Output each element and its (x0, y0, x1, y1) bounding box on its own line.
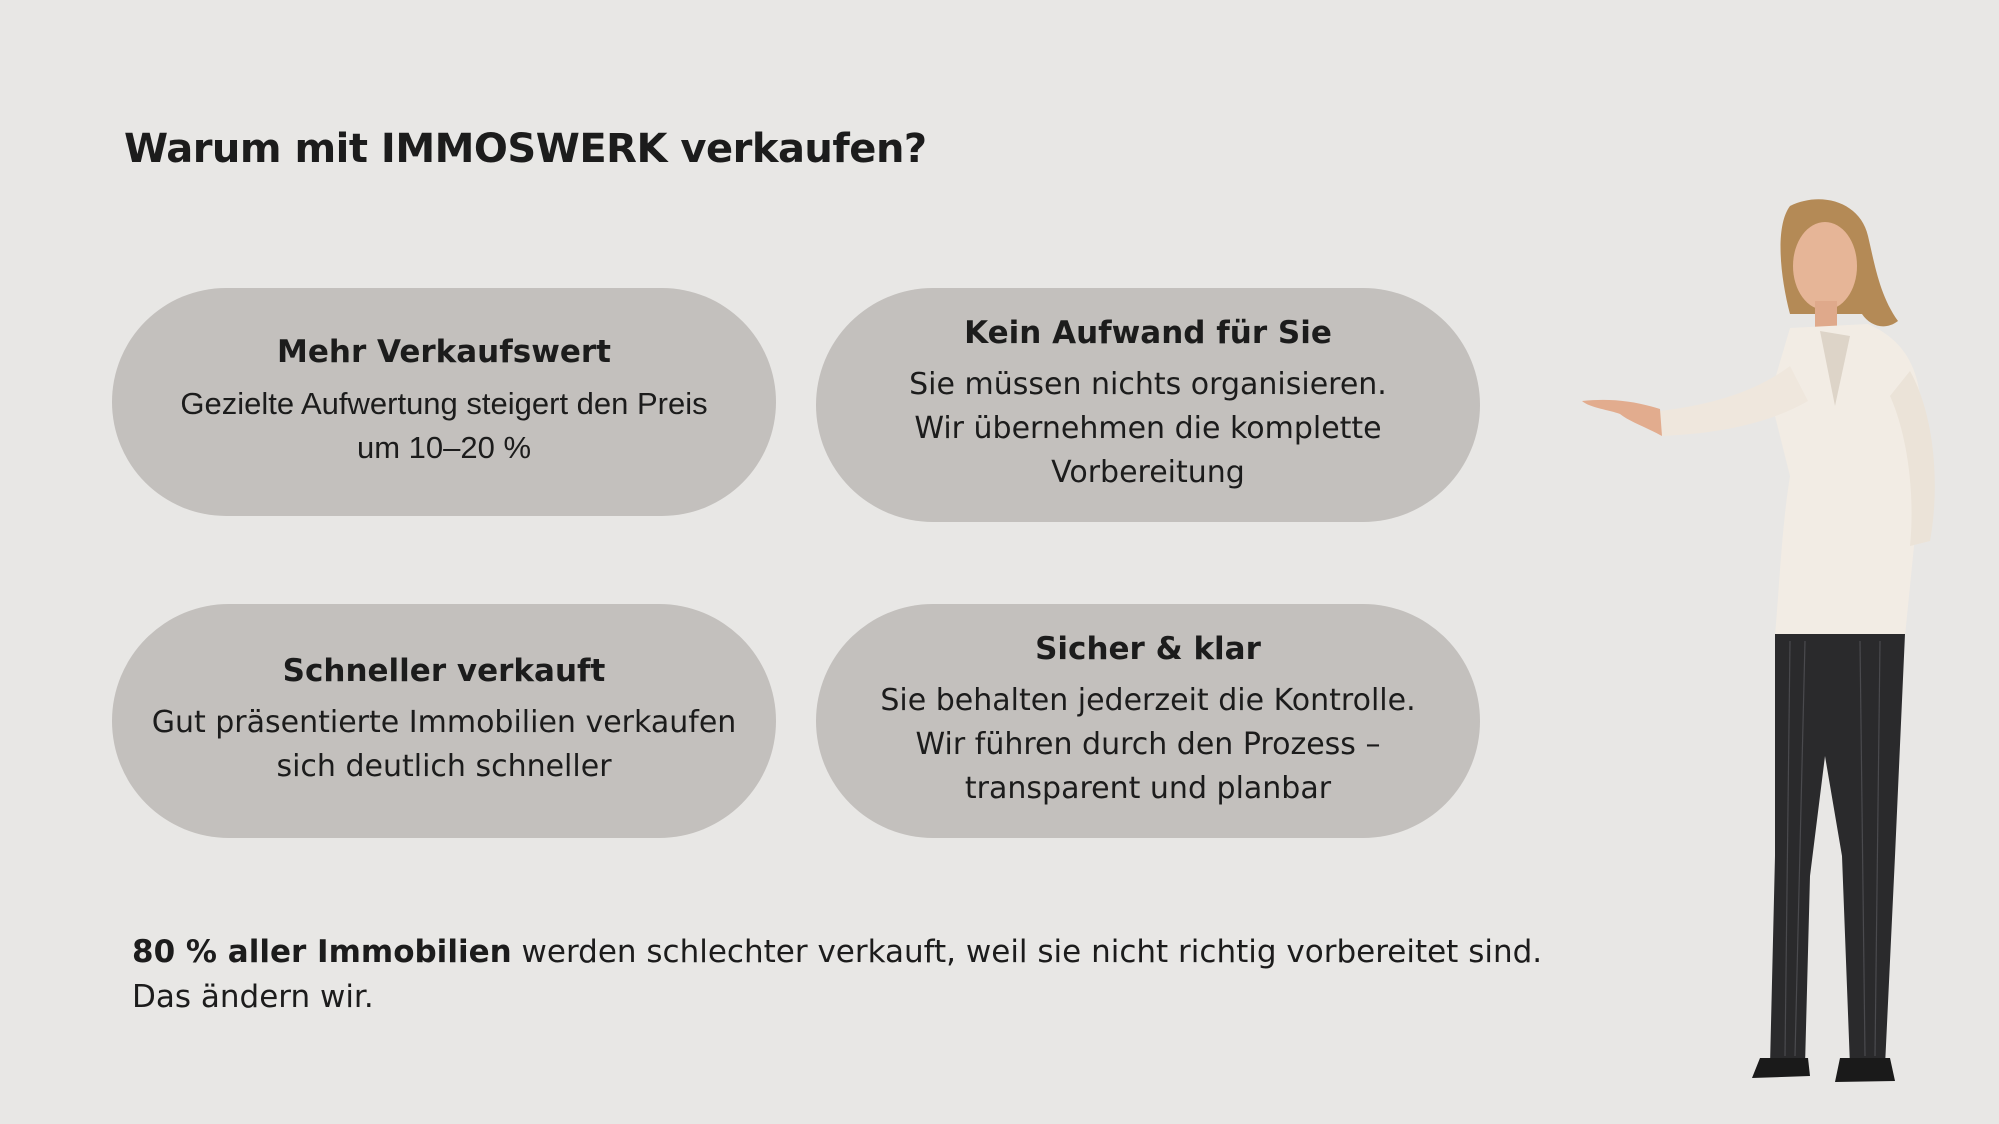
footer-statement (132, 930, 1542, 1020)
card-title: Mehr Verkaufswert (277, 334, 611, 370)
page-title: Warum mit IMMOSWERK verkaufen? (124, 126, 927, 172)
benefit-card-effort (816, 288, 1480, 522)
benefit-card-value (112, 288, 776, 516)
businesswoman-photo (1490, 196, 1970, 1106)
card-text: Sie behalten jederzeit die Kontrolle. Wir führen durch den Prozess – transparent und planbar (880, 683, 1416, 806)
footer-line2: Das ändern wir. (132, 979, 374, 1015)
footer-text: werden schlechter verkauft, weil sie nicht richtig vorbereitet sind. (511, 934, 1543, 970)
card-title: Sicher & klar (1035, 631, 1261, 667)
card-text: Gut präsentierte Immobilien verkaufen sich deutlich schneller (151, 705, 737, 784)
footer-highlight: 80 % aller Immobilien (132, 934, 512, 970)
card-text: Gezielte Aufwertung steigert den Preis um 10–20 % (180, 386, 708, 465)
benefit-card-safety (816, 604, 1480, 838)
card-title: Schneller verkauft (282, 653, 606, 689)
card-text: Sie müssen nichts organisieren. Wir übernehmen die komplette Vorbereitung (909, 367, 1387, 490)
benefit-card-speed (112, 604, 776, 838)
card-title: Kein Aufwand für Sie (964, 315, 1332, 351)
